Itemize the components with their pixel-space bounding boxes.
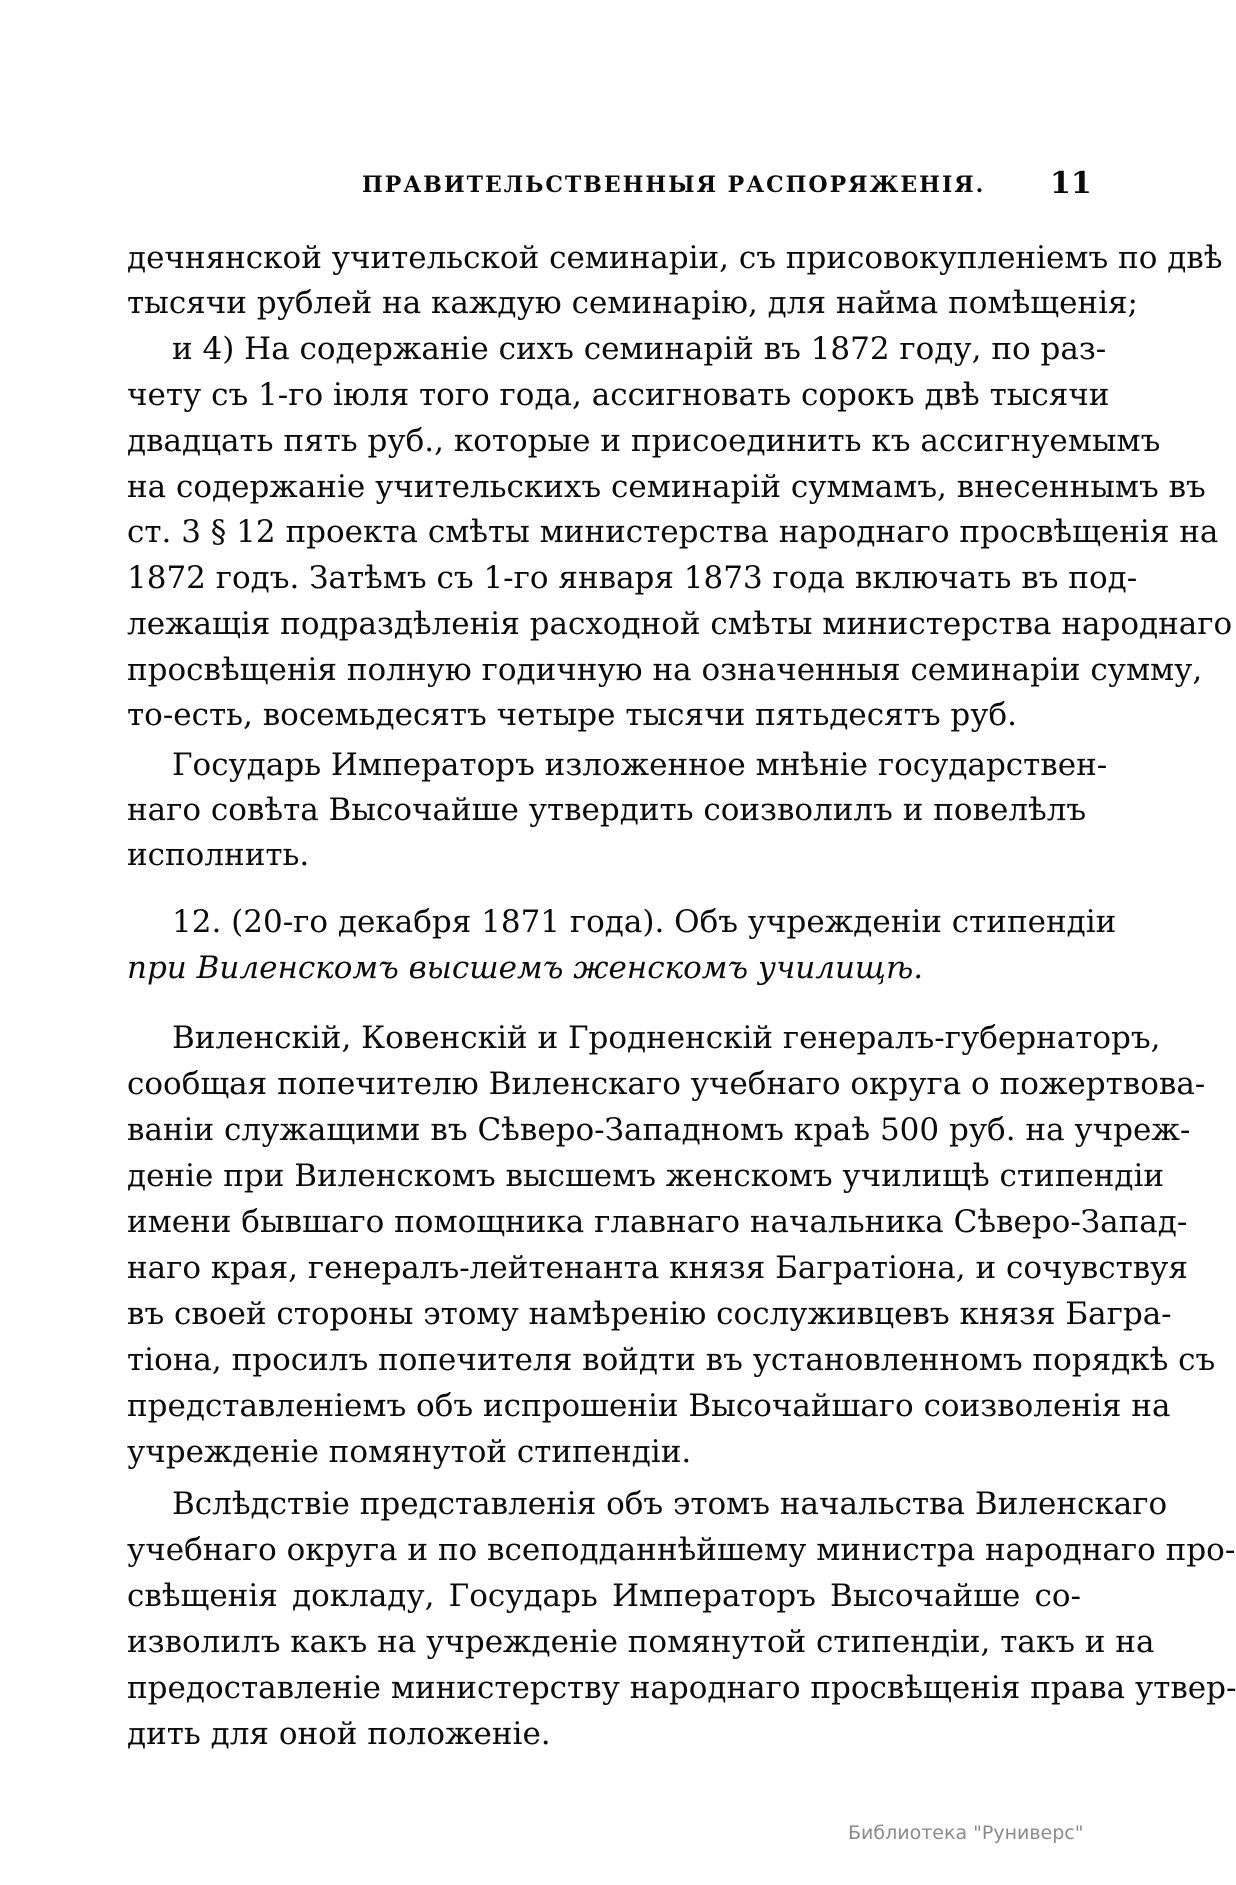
running-title: ПРАВИТЕЛЬСТВЕННЫЯ РАСПОРЯЖЕНІЯ.	[362, 172, 986, 198]
text-line: Виленскій, Ковенскій и Гродненскій генералъ-губернаторъ,	[172, 1020, 1161, 1056]
text-line: ст. 3 § 12 проекта смѣты министерства народнаго просвѣщенія на	[127, 514, 1219, 550]
text-line: предоставленіе министерству народнаго просвѣщенія права утвер-	[127, 1670, 1236, 1706]
section-heading: при Виленскомъ высшемъ женскомъ училищѣ.	[127, 950, 924, 986]
text-line: изволилъ какъ на учрежденіе помянутой стипендіи, такъ и на	[127, 1624, 1155, 1660]
text-line: Вслѣдствіе представленія объ этомъ начальства Виленскаго	[172, 1486, 1168, 1522]
text-line: лежащія подраздѣленія расходной смѣты министерства народнаго	[127, 606, 1233, 642]
text-line: учрежденіе помянутой стипендіи.	[127, 1434, 692, 1470]
text-line: учебнаго округа и по всеподданнѣйшему министра народнаго про-	[127, 1532, 1236, 1568]
text-line: деніе при Виленскомъ высшемъ женскомъ училищѣ стипендіи	[127, 1158, 1165, 1194]
text-line: дечнянской учительской семинаріи, съ присовокупленіемъ по двѣ	[127, 240, 1223, 276]
text-line: свѣщенія докладу, Государь Императоръ Высочайше со-	[127, 1578, 1081, 1614]
section-heading: 12. (20-го декабря 1871 года). Объ учрежденіи стипендіи	[172, 904, 1117, 940]
text-line: имени бывшаго помощника главнаго начальника Сѣверо-Запад-	[127, 1204, 1188, 1240]
text-line: тіона, просилъ попечителя войдти въ установленномъ порядкѣ съ	[127, 1342, 1216, 1378]
text-line: сообщая попечителю Виленскаго учебнаго округа о пожертвова-	[127, 1066, 1206, 1102]
text-line: ваніи служащими въ Сѣверо-Западномъ краѣ 500 руб. на учреж-	[127, 1112, 1191, 1148]
text-line: представленіемъ объ испрошеніи Высочайшаго соизволенія на	[127, 1388, 1171, 1424]
text-line: просвѣщенія полную годичную на означенныя семинаріи сумму,	[127, 652, 1203, 688]
page-number: 11	[1050, 166, 1092, 201]
text-line: исполнить.	[127, 837, 310, 873]
text-line: дить для оной положеніе.	[127, 1716, 551, 1752]
text-line: на содержаніе учительскихъ семинарій суммамъ, внесеннымъ въ	[127, 469, 1206, 505]
text-line: 1872 годъ. Затѣмъ съ 1-го января 1873 года включать въ под-	[127, 560, 1138, 596]
text-line: чету съ 1-го іюля того года, ассигновать сорокъ двѣ тысячи	[127, 377, 1110, 413]
text-line: и 4) На содержаніе сихъ семинарій въ 1872 году, по раз-	[172, 331, 1107, 367]
text-line: въ своей стороны этому намѣренію сослуживцевъ князя Багра-	[127, 1296, 1172, 1332]
library-watermark: Библиотека "Руниверс"	[848, 1822, 1084, 1844]
text-line: двадцать пять руб., которые и присоединить къ ассигнуемымъ	[127, 423, 1161, 459]
text-line: то-есть, восемьдесятъ четыре тысячи пятьдесятъ руб.	[127, 697, 1018, 733]
text-line: тысячи рублей на каждую семинарію, для найма помѣщенія;	[127, 285, 1138, 321]
text-line: Государь Императоръ изложенное мнѣніе государствен-	[172, 747, 1108, 783]
text-line: наго края, генералъ-лейтенанта князя Багратіона, и сочувствуя	[127, 1250, 1188, 1286]
text-line: наго совѣта Высочайше утвердить соизволилъ и повелѣлъ	[127, 792, 1087, 828]
